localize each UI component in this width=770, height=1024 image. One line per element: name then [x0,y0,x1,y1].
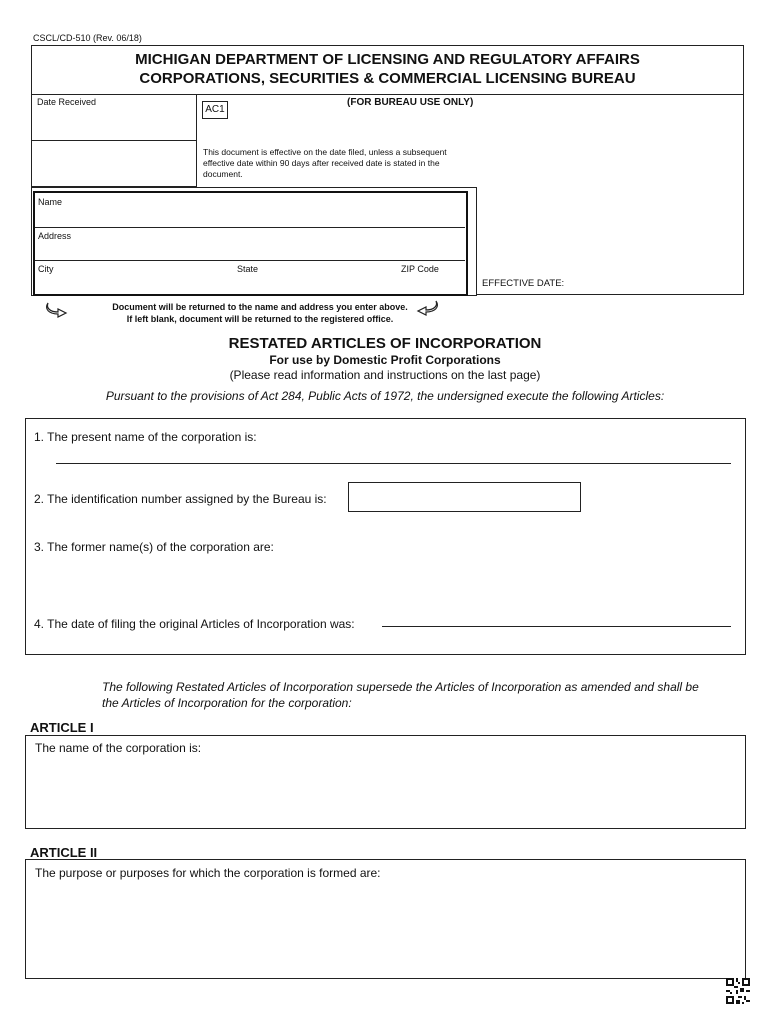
department-title: MICHIGAN DEPARTMENT OF LICENSING AND REGULATORY AFFAIRS [135,51,640,68]
instructions-note: (Please read information and instructions on the last page) [229,368,541,382]
form-subtitle: For use by Domestic Profit Corporations [269,353,501,367]
effective-note: This document is effective on the date filed, unless a subsequent effective date within 90 days after received date is stated in the document. [203,147,447,179]
identification-number-field[interactable] [348,482,581,512]
form-code: CSCL/CD-510 (Rev. 06/18) [33,33,142,43]
zip-field-label: ZIP Code [401,264,439,274]
article-1-heading: ARTICLE I [30,720,94,735]
return-note-line1: Document will be returned to the name and address you enter above. [112,302,408,312]
pursuant-statement: Pursuant to the provisions of Act 284, Public Acts of 1972, the undersigned execute the following Articles: [105,389,665,403]
bureau-use-only-label: (FOR BUREAU USE ONLY) [347,97,474,108]
divider [35,227,465,228]
city-field-label: City [38,264,54,274]
item-3-label: 3. The former name(s) of the corporation are: [34,540,274,554]
article-2-text: The purpose or purposes for which the corporation is formed are: [35,866,381,880]
article-1-text: The name of the corporation is: [35,741,202,755]
original-filing-date-line [382,626,731,627]
article-2-heading: ARTICLE II [30,845,98,860]
return-arrow-icon [414,298,440,321]
address-field-label: Address [38,231,72,241]
bureau-title: CORPORATIONS, SECURITIES & COMMERCIAL LICENSING BUREAU [139,70,636,87]
effective-date-label: EFFECTIVE DATE: [482,278,565,289]
qr-code-icon [726,978,750,1004]
original-filing-date-field[interactable] [382,610,731,626]
form-title: RESTATED ARTICLES OF INCORPORATION [228,335,542,352]
item-1-label: 1. The present name of the corporation is: [34,430,257,444]
state-field-label: State [237,264,259,274]
former-names-field[interactable] [52,558,732,608]
divider [35,260,465,261]
date-received-label: Date Received [37,97,97,107]
item-4-label: 4. The date of filing the original Articles of Incorporation was: [34,617,355,631]
present-name-line [56,463,731,464]
present-name-field[interactable] [56,446,731,463]
name-field-label: Name [38,197,63,207]
address-field[interactable] [37,241,463,258]
city-state-zip-field[interactable] [37,275,463,291]
return-note-line2: If left blank, document will be returned to the registered office. [126,314,394,324]
ac1-box: AC1 [202,101,228,119]
item-2-label: 2. The identification number assigned by the Bureau is: [34,492,327,506]
name-field[interactable] [37,208,463,225]
date-received-box-lower [31,140,197,187]
supersede-statement: The following Restated Articles of Incorporation supersede the Articles of Incorporation as amended and shall be the Articles of Incorporation for the corporation: [102,680,699,710]
